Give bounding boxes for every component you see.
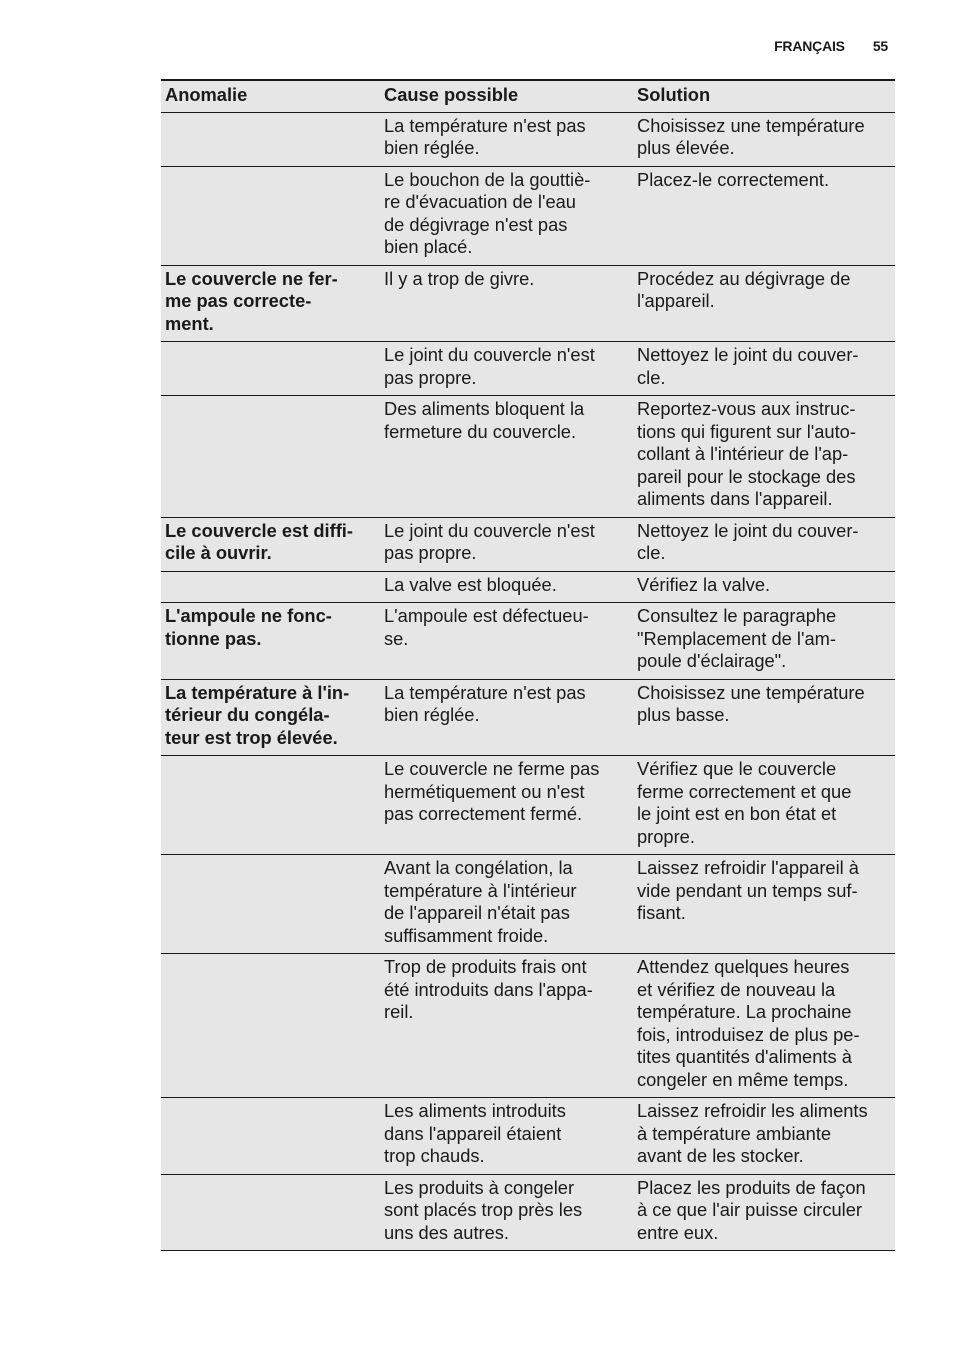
anomaly-cell-text: Le couvercle ne fer- me pas correcte- ment. xyxy=(165,267,338,334)
anomaly-cell-text: La température à l'in- térieur du congéla- teur est trop élevée. xyxy=(165,681,350,748)
cause-cell-text: Les produits à congeler sont placés trop près les uns des autres. xyxy=(384,1176,583,1243)
table-row xyxy=(161,954,895,1098)
column-header-solution: Solution xyxy=(633,80,895,112)
solution-cell-text: Choisissez une température plus basse. xyxy=(637,681,865,725)
cause-cell xyxy=(380,855,633,954)
anomaly-cell xyxy=(161,265,380,342)
cause-cell-text: Le bouchon de la gouttiè- re d'évacuation de l'eau de dégivrage n'est pas bien placé. xyxy=(384,168,591,257)
cause-cell-text: La température n'est pas bien réglée. xyxy=(384,114,586,158)
anomaly-cell xyxy=(161,1098,380,1175)
solution-cell-text: Consultez le paragraphe "Remplacement de l'am- poule d'éclairage". xyxy=(637,605,837,671)
table-header-row xyxy=(161,80,895,112)
solution-cell-text: Laissez refroidir les aliments à température ambiante avant de les stocker. xyxy=(637,1100,868,1166)
table-row xyxy=(161,756,895,855)
language-label: FRANÇAIS xyxy=(774,38,845,54)
cause-cell-text: Trop de produits frais ont été introduits dans l'appa- reil. xyxy=(384,956,593,1022)
anomaly-cell xyxy=(161,571,380,603)
cause-cell xyxy=(380,679,633,756)
table-row xyxy=(161,1098,895,1175)
table-row xyxy=(161,679,895,756)
cause-cell-text: Des aliments bloquent la fermeture du couvercle. xyxy=(384,398,585,442)
cause-cell xyxy=(380,603,633,680)
solution-cell xyxy=(633,571,895,603)
cause-cell xyxy=(380,265,633,342)
table-row xyxy=(161,571,895,603)
cause-cell-text: Avant la congélation, la température à l'intérieur de l'appareil n'était pas suffisamment froide. xyxy=(384,857,577,946)
solution-cell xyxy=(633,112,895,166)
solution-cell xyxy=(633,342,895,396)
solution-cell-text: Placez les produits de façon à ce que l'air puisse circuler entre eux. xyxy=(637,1176,866,1243)
anomaly-cell xyxy=(161,603,380,680)
cause-cell-text: Le joint du couvercle n'est pas propre. xyxy=(384,344,595,388)
anomaly-cell xyxy=(161,342,380,396)
cause-cell xyxy=(380,112,633,166)
anomaly-cell xyxy=(161,954,380,1098)
solution-cell xyxy=(633,603,895,680)
cause-cell xyxy=(380,342,633,396)
solution-cell xyxy=(633,396,895,518)
anomaly-cell xyxy=(161,1174,380,1251)
cause-cell-text: La valve est bloquée. xyxy=(384,573,557,595)
anomaly-cell xyxy=(161,396,380,518)
solution-cell-text: Choisissez une température plus élevée. xyxy=(637,114,865,158)
column-header-cause: Cause possible xyxy=(380,80,633,112)
table-row xyxy=(161,112,895,166)
cause-cell-text: La température n'est pas bien réglée. xyxy=(384,681,586,725)
cause-cell-text: Le joint du couvercle n'est pas propre. xyxy=(384,519,595,563)
table-row xyxy=(161,1174,895,1251)
solution-cell-text: Nettoyez le joint du couver- cle. xyxy=(637,519,859,563)
cause-cell-text: L'ampoule est défectueu- se. xyxy=(384,605,589,649)
solution-cell xyxy=(633,1098,895,1175)
anomaly-cell xyxy=(161,166,380,265)
table-row xyxy=(161,265,895,342)
solution-cell xyxy=(633,954,895,1098)
cause-cell xyxy=(380,517,633,571)
cause-cell xyxy=(380,756,633,855)
solution-cell xyxy=(633,166,895,265)
page-number: 55 xyxy=(872,38,888,54)
solution-cell xyxy=(633,679,895,756)
solution-cell-text: Nettoyez le joint du couver- cle. xyxy=(637,344,859,388)
table-row xyxy=(161,166,895,265)
solution-cell-text: Vérifiez la valve. xyxy=(637,573,771,595)
table-row xyxy=(161,396,895,518)
solution-cell xyxy=(633,265,895,342)
solution-cell-text: Laissez refroidir l'appareil à vide pendant un temps suf- fisant. xyxy=(637,857,859,923)
anomaly-cell-text: L'ampoule ne fonc- tionne pas. xyxy=(165,605,332,649)
solution-cell-text: Attendez quelques heures et vérifiez de nouveau la température. La prochaine fois, introduisez de plus pe- tites quantités d'aliments à congeler en même temps. xyxy=(637,956,860,1090)
cause-cell xyxy=(380,954,633,1098)
cause-cell-text: Les aliments introduits dans l'appareil étaient trop chauds. xyxy=(384,1100,566,1166)
solution-cell xyxy=(633,1174,895,1251)
cause-cell xyxy=(380,396,633,518)
solution-cell xyxy=(633,855,895,954)
solution-cell-text: Placez-le correctement. xyxy=(637,168,830,190)
table-row xyxy=(161,517,895,571)
table-row xyxy=(161,342,895,396)
anomaly-cell xyxy=(161,679,380,756)
troubleshooting-table xyxy=(161,79,895,1251)
cause-cell xyxy=(380,571,633,603)
solution-cell xyxy=(633,756,895,855)
anomaly-cell xyxy=(161,517,380,571)
cause-cell xyxy=(380,166,633,265)
table-row xyxy=(161,603,895,680)
table-row xyxy=(161,855,895,954)
solution-cell xyxy=(633,517,895,571)
anomaly-cell-text: Le couvercle est diffi- cile à ouvrir. xyxy=(165,519,353,563)
cause-cell-text: Le couvercle ne ferme pas hermétiquement ou n'est pas correctement fermé. xyxy=(384,758,600,824)
solution-cell-text: Procédez au dégivrage de l'appareil. xyxy=(637,267,851,311)
cause-cell xyxy=(380,1174,633,1251)
cause-cell xyxy=(380,1098,633,1175)
solution-cell-text: Reportez-vous aux instruc- tions qui figurent sur l'auto- collant à l'intérieur de l'ap- pareil pour le stockage des aliments dans l'appareil. xyxy=(637,398,856,509)
anomaly-cell xyxy=(161,112,380,166)
anomaly-cell xyxy=(161,855,380,954)
anomaly-cell xyxy=(161,756,380,855)
column-header-anomaly: Anomalie xyxy=(161,80,380,112)
cause-cell-text: Il y a trop de givre. xyxy=(384,267,535,289)
solution-cell-text: Vérifiez que le couvercle ferme correctement et que le joint est en bon état et propre. xyxy=(637,758,852,847)
page-header xyxy=(774,38,888,54)
